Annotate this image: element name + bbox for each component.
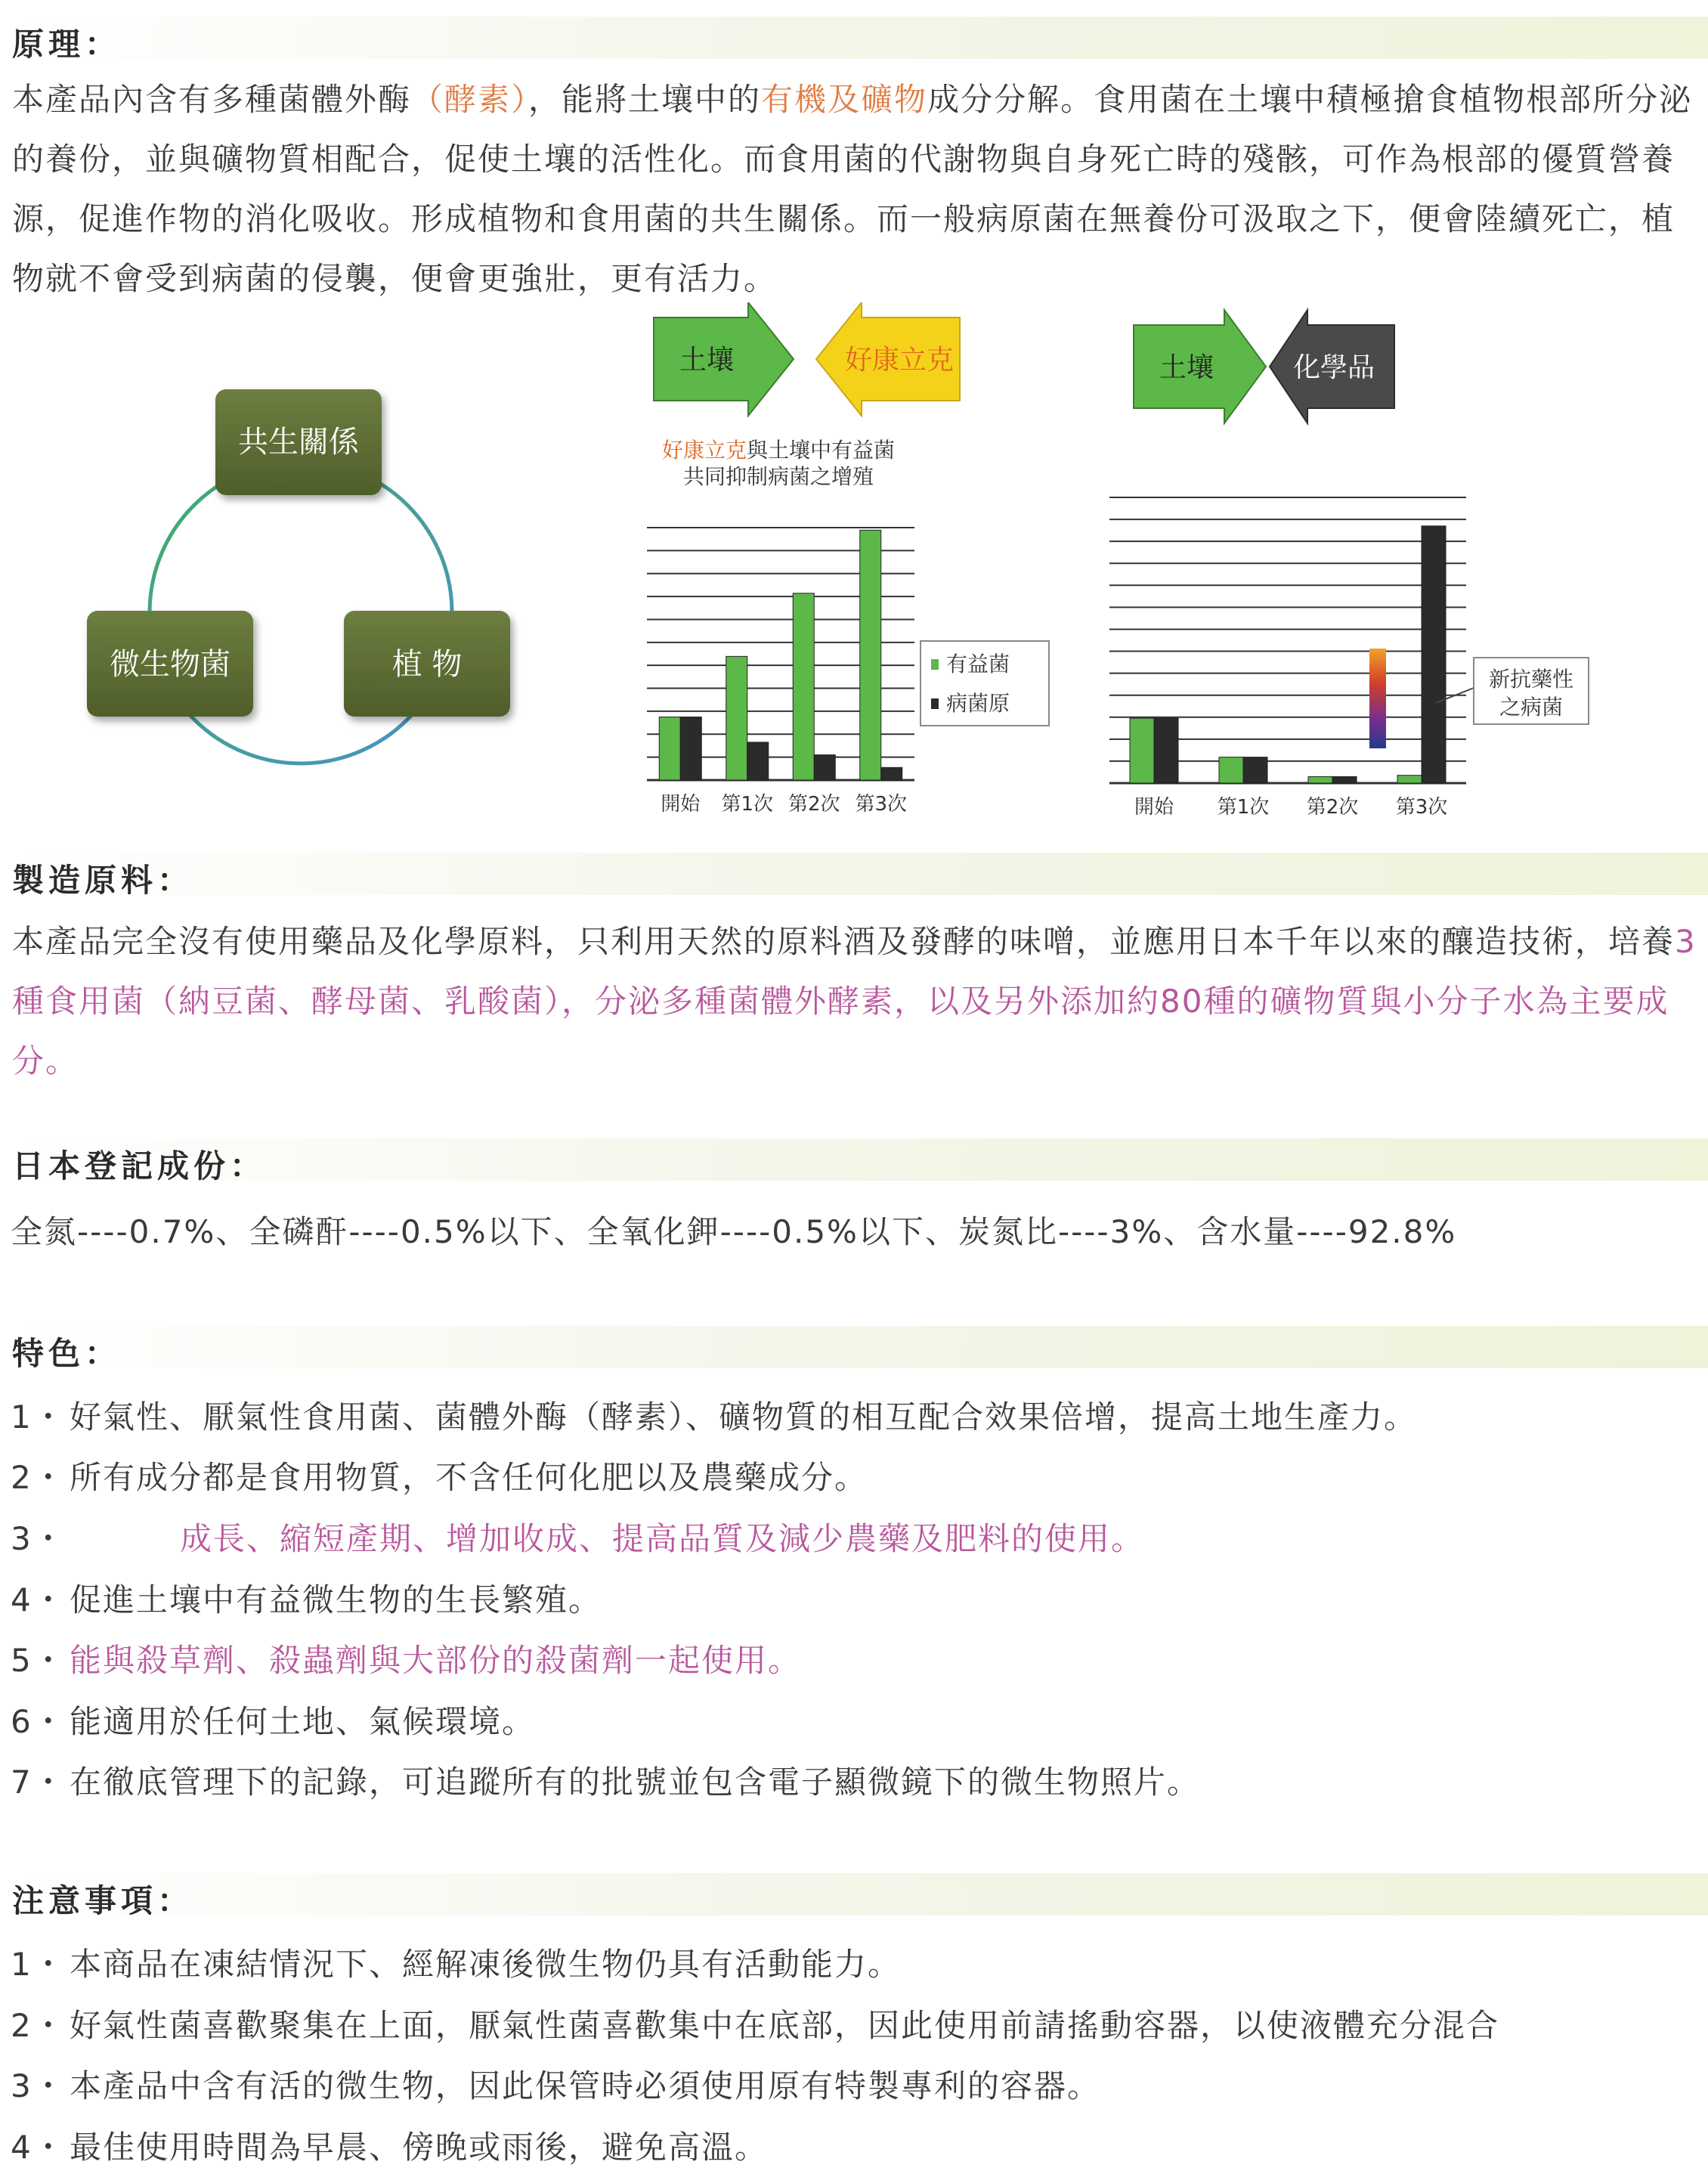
chart1-title-rest: 與土壤中有益菌: [747, 438, 896, 463]
chart1-xlabel: 第2次: [787, 793, 840, 816]
chart1-xlabels: [661, 793, 907, 816]
chart-probiotic-suppression: [635, 302, 1058, 816]
note-num: 4・: [11, 2129, 66, 2166]
principle-enzyme: （酵素）: [411, 81, 529, 118]
chart1-bar-green-2: [793, 593, 814, 780]
chart2-bar-dark-0: [1154, 718, 1178, 783]
chart1-xlabel: 第3次: [855, 793, 908, 816]
note-text: 本產品中含有活的微生物，因此保管時必須使用原有特製專利的容器。: [70, 2067, 1101, 2104]
features-heading: 特色：: [12, 1335, 122, 1372]
feature-num: 3・: [11, 1520, 66, 1557]
feature-item-1: [11, 1392, 1417, 1438]
chart1-bar-green-0: [659, 717, 680, 781]
note-text: 最佳使用時間為早晨、傍晚或雨後，避免高溫。: [70, 2129, 769, 2166]
cycle-node-microbes-label: 微生物菌: [110, 647, 231, 682]
feature-text: 所有成分都是食用物質，不含任何化肥以及農藥成分。: [70, 1459, 868, 1496]
arrow-chemical-label: 化學品: [1292, 352, 1375, 383]
note-num: 1・: [11, 1946, 66, 1983]
chart1-bar-dark-0: [680, 717, 701, 781]
chart1-xlabel: 開始: [661, 793, 701, 816]
note-text: 好氣性菌喜歡聚集在上面，厭氣性菌喜歡集中在底部，因此使用前請搖動容器，以使液體充分混合: [70, 2007, 1500, 2044]
chart2-xlabel: 第2次: [1306, 796, 1359, 816]
feature-text: 好氣性、厭氣性食用菌、菌體外酶（酵素）、礦物質的相互配合效果倍增，提高土地生產力。: [70, 1398, 1418, 1435]
materials-text-1: 本產品完全沒有使用藥品及化學原料，只利用天然的原料酒及發酵的味噌，並應用日本千年以來的釀造技術，培養: [12, 923, 1676, 960]
feature-num: 5・: [11, 1642, 66, 1679]
chart1-legend-beneficial: 有益菌: [946, 652, 1010, 677]
chart2-bar-green-3: [1397, 776, 1422, 783]
registration-values: 全氮----0.7%、全磷酐----0.5%以下、全氧化鉀----0.5%以下、炭氮比----3%、含水量----92.8%: [11, 1213, 1457, 1250]
feature-item-2: [11, 1453, 868, 1498]
materials-paragraph: [12, 912, 1697, 1091]
feature-text: 促進土壤中有益微生物的生長繁殖。: [70, 1581, 602, 1618]
principle-paragraph: [12, 70, 1697, 308]
feature-num: 1・: [11, 1398, 66, 1435]
chart2-bar-green-2: [1308, 776, 1332, 783]
chart2-annotation-line1: 新抗藥性: [1488, 667, 1574, 692]
principle-organic: 有機及礦物: [761, 81, 928, 118]
notes-header-band: [0, 1873, 1708, 1919]
chart1-bar-dark-1: [747, 742, 769, 780]
features-header-band: [0, 1326, 1708, 1372]
principle-header-band: [0, 17, 1708, 63]
feature-item-4: [11, 1575, 602, 1621]
cycle-node-microbes: [87, 611, 253, 717]
feature-text: 能適用於任何土地、氣候環境。: [70, 1703, 536, 1740]
registration-heading: 日本登記成份：: [12, 1147, 267, 1185]
feature-item-6: [11, 1697, 535, 1742]
note-text: 本商品在凍結情況下、經解凍後微生物仍具有活動能力。: [70, 1946, 902, 1983]
note-item-3: [11, 2061, 1100, 2107]
principle-text-3: 成分分解。食用菌在土壤中積極搶食植物根部所分泌的養份，並與礦物質相配合，促使土壤的活性化。而食用菌的代謝物與自身死亡時的殘骸，可作為根部的優質營養源，促進作物的消化吸收。形成植物和食用菌的共生關係。而一般病原菌在無養份可汲取之下，便會陸續死亡，植物就不會受到病菌的侵襲，便會更強壯，更有活力。: [12, 81, 1693, 297]
feature-item-5: [11, 1636, 801, 1681]
chart1-title-highlight: 好康立克: [661, 438, 747, 463]
symbiosis-cycle-diagram: [68, 363, 559, 786]
chart1-legend-pathogen: 病菌原: [946, 691, 1010, 716]
note-num: 2・: [11, 2007, 66, 2044]
materials-heading: 製造原料：: [12, 862, 194, 899]
feature-item-3: [11, 1514, 1144, 1559]
chart1-bar-dark-3: [881, 767, 902, 780]
notes-heading: 注意事項：: [12, 1882, 194, 1919]
chart1-legend-swatch-pathogen: [931, 698, 939, 709]
chart1-xlabel: 第1次: [721, 793, 774, 816]
note-item-4: [11, 2123, 768, 2168]
arrow-product-label: 好康立克: [844, 345, 955, 376]
chart2-xlabel: 第3次: [1395, 796, 1448, 816]
chart2-xlabel: 開始: [1134, 796, 1174, 816]
note-item-2: [11, 2001, 1499, 2046]
chart2-bar-green-0: [1130, 718, 1154, 783]
chart1-bar-green-1: [726, 656, 747, 780]
feature-num: 2・: [11, 1459, 66, 1496]
feature-num: 6・: [11, 1703, 66, 1740]
feature-item-7: [11, 1757, 1200, 1803]
materials-header-band: [0, 853, 1708, 899]
chart1-title-line2: 共同抑制病菌之增殖: [682, 464, 874, 489]
note-item-1: [11, 1940, 901, 1985]
cycle-node-symbiosis-label: 共生關係: [238, 425, 359, 460]
feature-text: 成長、縮短產期、增加收成、提高品質及減少農藥及肥料的使用。: [180, 1520, 1145, 1557]
materials-text-pink: 3種食用菌（納豆菌、酵母菌、乳酸菌），分泌多種菌體外酵素，以及另外添加約80種的礦物質與小分子水為主要成分。: [12, 923, 1697, 1079]
chart1-bars: [659, 530, 902, 780]
chart2-xlabels: [1134, 796, 1447, 816]
cycle-node-plants-label: 植 物: [391, 647, 463, 682]
note-num: 3・: [11, 2067, 66, 2104]
chart2-bar-dark-3: [1422, 526, 1446, 783]
chart2-annotation-line2: 之病菌: [1499, 695, 1564, 720]
chart2-bar-dark-1: [1243, 757, 1267, 783]
cycle-node-plants: [344, 611, 510, 717]
chart2-xlabel: 第1次: [1217, 796, 1270, 816]
chart-chemical-resistance: [1103, 302, 1708, 816]
principle-heading: 原理：: [12, 26, 122, 63]
principle-text-1: 本產品內含有多種菌體外酶: [12, 81, 412, 118]
chart2-bars: [1130, 526, 1446, 783]
chart2-bar-green-1: [1219, 757, 1243, 783]
arrow-soil-label: 土壤: [1159, 352, 1214, 383]
chart1-bar-green-3: [860, 530, 881, 780]
feature-text: 在徹底管理下的記錄，可追蹤所有的批號並包含電子顯微鏡下的微生物照片。: [70, 1764, 1201, 1801]
cycle-node-symbiosis: [215, 389, 382, 495]
arrow-soil-label: 土壤: [679, 345, 735, 376]
registration-header-band: [0, 1138, 1708, 1185]
feature-num: 7・: [11, 1764, 66, 1801]
resistance-gradient-bar: [1369, 649, 1386, 748]
chart1-legend-swatch-beneficial: [931, 659, 939, 670]
feature-num: 4・: [11, 1581, 66, 1618]
chart2-bar-dark-2: [1332, 776, 1357, 783]
principle-text-2: ，能將土壤中的: [528, 81, 762, 118]
chart1-title: [662, 438, 895, 463]
chart1-bar-dark-2: [814, 755, 835, 780]
feature-text: 能與殺草劑、殺蟲劑與大部份的殺菌劑一起使用。: [70, 1642, 802, 1679]
